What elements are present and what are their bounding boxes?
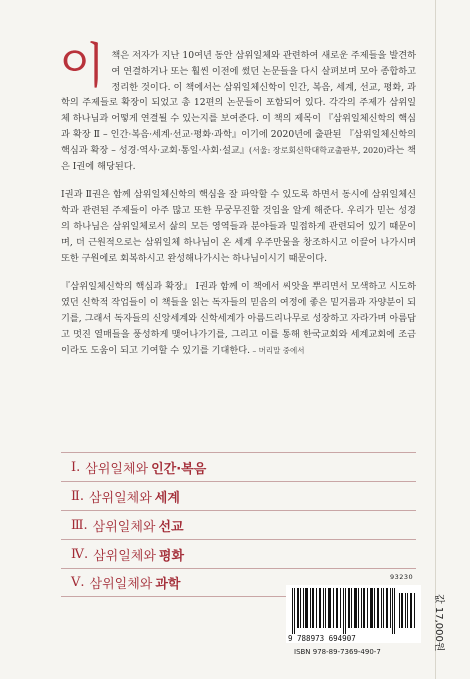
- intro-paragraph-2: Ⅰ권과 Ⅱ권은 함께 삼위일체신학의 핵심을 잘 파악할 수 있도록 하면서 동시에 삼위일체신학과 관련된 주제들이 아주 많고 또한 무궁무진할 것임을 알게 해준다. 우리가 믿는 성경의 하나님은 삼위일체로서 삶의 모든 영역들과 분야들과 밀접하게 관련되어 있기 때문이며, 더 근원적으로는 삼위일체 하나님이 온 세계 우주만물을 창조하시고 이끌어 나가시며 또한 구원에로 회복하시고 완성해나가시는 하나님이시기 때문이다.: [61, 189, 416, 264]
- toc-item: Ⅴ. 삼위일체와 과학: [61, 568, 416, 597]
- back-cover-fold-line: [435, 0, 436, 679]
- isbn-barcode: [286, 573, 421, 656]
- barcode-graphic: [286, 585, 421, 643]
- toc-item: Ⅱ. 삼위일체와 세계: [61, 481, 416, 510]
- toc-item: Ⅳ. 삼위일체와 평화: [61, 539, 416, 568]
- isbn-number: ISBN 978-89-7369-490-7: [294, 648, 381, 656]
- barcode-digits: 9 788973 694907: [288, 634, 356, 643]
- price-label: 값 17,000원: [433, 594, 444, 652]
- intro-paragraph-3: 『삼위일체신학의 핵심과 확장』 Ⅰ권과 함께 이 책에서 씨앗을 뿌리면서 모색하고 시도하였던 신학적 작업들이 이 책들을 읽는 독자들의 믿음의 여정에 좋은 밑거름과 자양분이 되기를, 그래서 독자들의 신앙세계와 신학세계가 아름드리나무로 성장하고 자라가며 아름답고 멋진 열매들을 풍성하게 맺어나가기를, 그리고 이를 통해 한국교회와 세계교회에 조금이라도 도움이 되고 기여할 수 있기를 기대한다. – 머리말 중에서: [61, 281, 416, 356]
- table-of-contents: [61, 452, 416, 597]
- intro-paragraph-1: 이 책은 저자가 지난 10여년 동안 삼위일체와 관련하여 새로운 주제들을 발견하여 연결하거나 또는 훨씬 이전에 썼던 논문들을 다시 살펴보며 모아 종합하고 정리한 것이다. 이 책에서는 삼위일체신학이 인간, 복음, 세계, 선교, 평화, 과학의 주제들로 확장이 되었고 총 12편의 논문들이 포함되어 있다. 각각의 주제가 삼위일체 하나님과 어떻게 연결될 수 있는지를 보여준다. 이 책의 제목이 『삼위일체신학의 핵심과 확장 Ⅱ – 인간·복음·세계·선교·평화·과학』이기에 2020년에 출판된 『삼위일체신학의 핵심과 확장 – 성경·역사·교회·통일·사회·설교』(서울: 장로회신학대학교출판부, 2020)라는 책은 Ⅰ권에 해당된다.: [59, 38, 417, 172]
- drop-cap: 이: [59, 38, 106, 94]
- toc-item: Ⅲ. 삼위일체와 선교: [61, 510, 416, 539]
- intro-text: [59, 38, 417, 358]
- quote-source: – 머리말 중에서: [250, 345, 305, 355]
- toc-item: Ⅰ. 삼위일체와 인간·복음: [61, 452, 416, 481]
- addon-code: 93230: [390, 573, 414, 581]
